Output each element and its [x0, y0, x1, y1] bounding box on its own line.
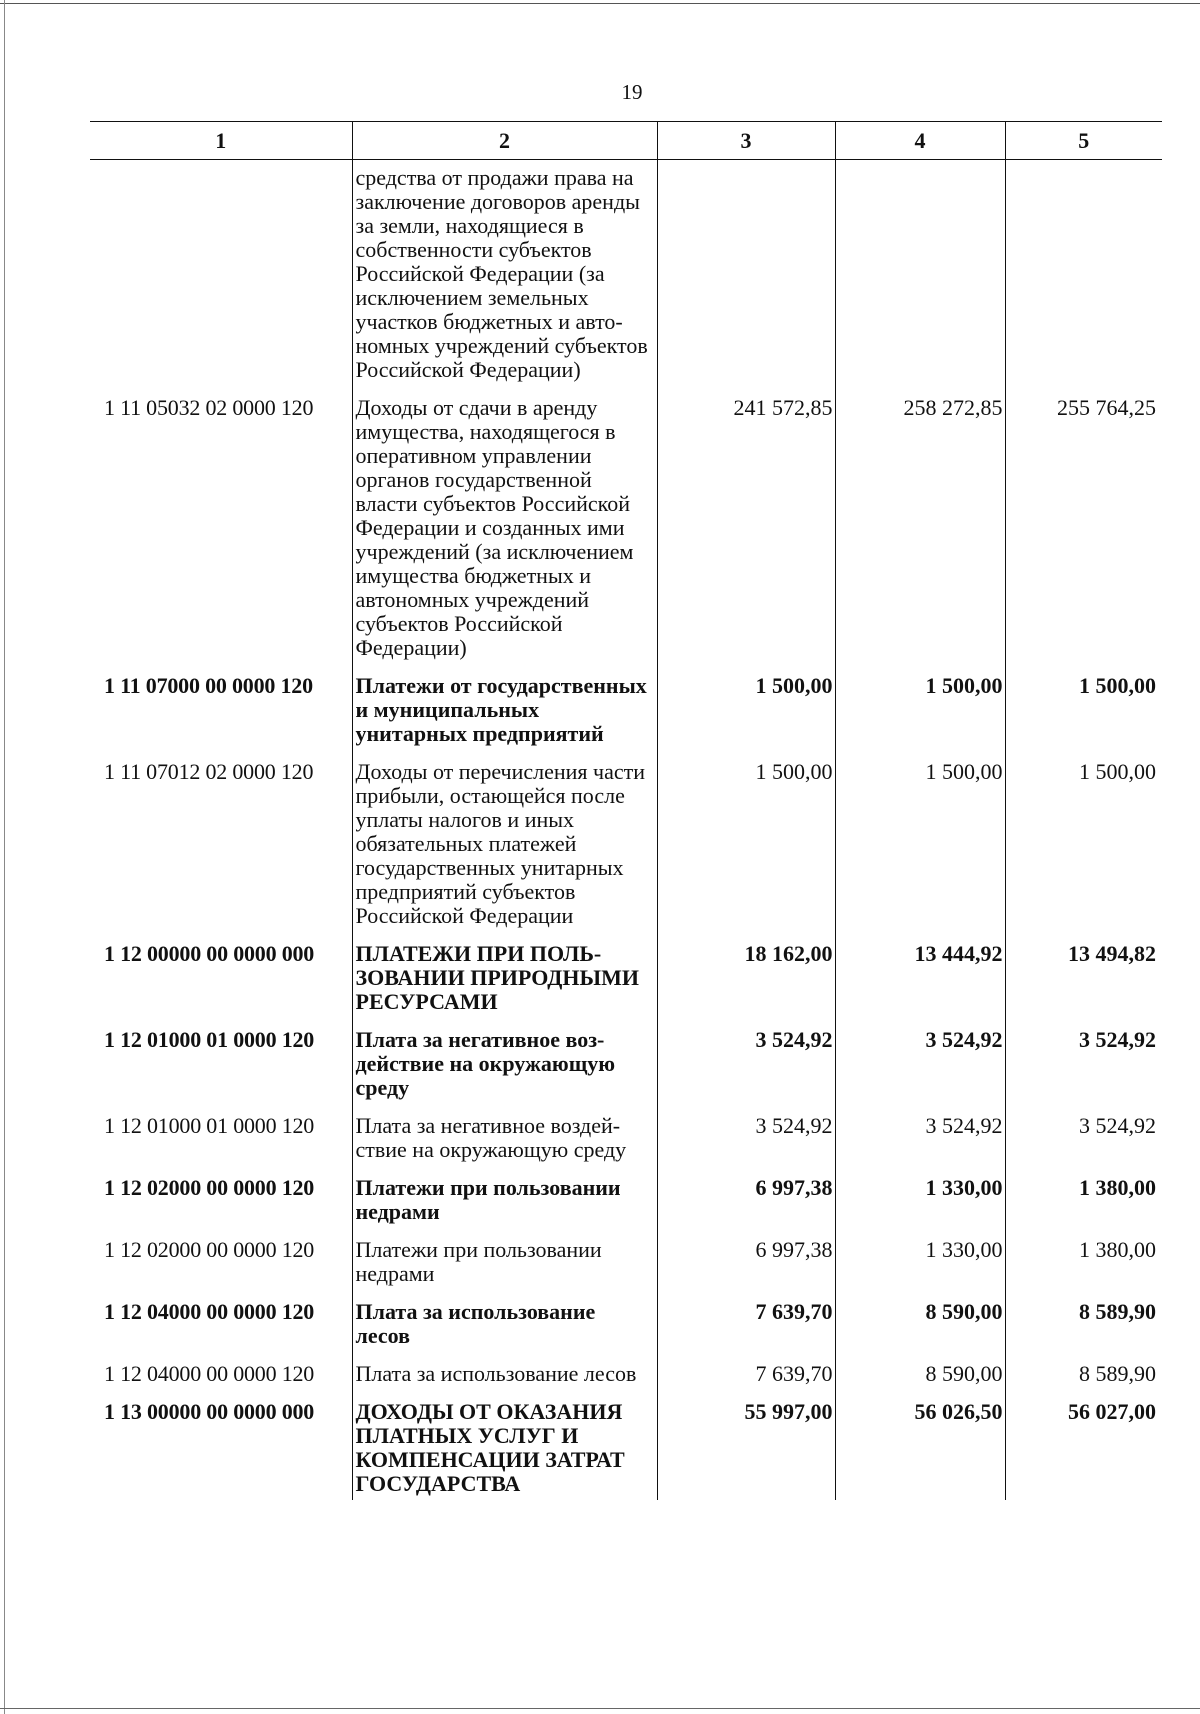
value-cell-col-5: 255 764,25: [1005, 386, 1162, 664]
table-row: [90, 1166, 1162, 1228]
value-cell-col-3: 7 639,70: [657, 1352, 835, 1390]
code-cell: 1 12 00000 00 0000 000: [104, 941, 315, 966]
value-cell-col-3: 6 997,38: [657, 1228, 835, 1290]
name-cell: Доходы от сдачи в аренду имущества, находящегося в оперативном управлении органов государственной власти субъектов Российской Федерации и созданных ими учреждений (за исключением имущества бюджетных и автономных учреждений субъектов Российской Федерации): [352, 386, 657, 664]
code-cell: 1 12 01000 01 0000 120: [104, 1113, 315, 1138]
name-cell: Платежи при пользовании недрами: [352, 1228, 657, 1290]
value-cell-col-4: 3 524,92: [835, 1018, 1005, 1104]
table-row: [90, 1352, 1162, 1390]
value-cell-col-4: 1 330,00: [835, 1166, 1005, 1228]
header-col-5: 5: [1005, 122, 1162, 160]
table-row: [90, 1104, 1162, 1166]
name-cell: ПЛАТЕЖИ ПРИ ПОЛЬЗОВАНИИ ПРИРОДНЫМИ РЕСУРСАМИ: [352, 932, 657, 1018]
value-cell-col-3: 55 997,00: [657, 1390, 835, 1500]
value-cell-col-3: 18 162,00: [657, 932, 835, 1018]
value-cell-col-3: 241 572,85: [657, 386, 835, 664]
value-cell-col-4: 258 272,85: [835, 386, 1005, 664]
value-cell-col-4: 3 524,92: [835, 1104, 1005, 1166]
value-cell-col-3: 3 524,92: [657, 1104, 835, 1166]
code-cell: 1 12 01000 01 0000 120: [104, 1027, 315, 1052]
value-cell-col-4: 13 444,92: [835, 932, 1005, 1018]
value-cell-col-5: 56 027,00: [1005, 1390, 1162, 1500]
name-cell: Платежи при пользовании недрами: [352, 1166, 657, 1228]
table-row: [90, 932, 1162, 1018]
value-cell-col-4: 1 330,00: [835, 1228, 1005, 1290]
value-cell-col-5: 3 524,92: [1005, 1018, 1162, 1104]
value-cell-col-5: 3 524,92: [1005, 1104, 1162, 1166]
name-cell: Плата за использование лесов: [352, 1290, 657, 1352]
header-col-4: 4: [835, 122, 1005, 160]
table-row: [90, 1018, 1162, 1104]
value-cell-col-4: 8 590,00: [835, 1290, 1005, 1352]
value-cell-col-4: 1 500,00: [835, 750, 1005, 932]
scan-left-edge: [4, 0, 5, 1714]
value-cell-col-5: 13 494,82: [1005, 932, 1162, 1018]
value-cell-col-3: [657, 160, 835, 387]
value-cell-col-4: [835, 160, 1005, 387]
table-row: [90, 1228, 1162, 1290]
table-row: [90, 1290, 1162, 1352]
table-row: [90, 1390, 1162, 1500]
name-cell: Плата за негативное воздействие на окружающую среду: [352, 1104, 657, 1166]
table-body: [90, 160, 1162, 1501]
code-cell: 1 12 02000 00 0000 120: [104, 1175, 315, 1200]
header-col-3: 3: [657, 122, 835, 160]
value-cell-col-5: 8 589,90: [1005, 1290, 1162, 1352]
revenue-table: [90, 121, 1162, 1500]
value-cell-col-5: 8 589,90: [1005, 1352, 1162, 1390]
header-col-1: 1: [90, 122, 352, 160]
code-cell: 1 11 07000 00 0000 120: [104, 673, 313, 698]
code-cell: 1 11 07012 02 0000 120: [104, 759, 314, 784]
value-cell-col-4: 8 590,00: [835, 1352, 1005, 1390]
code-cell: 1 11 05032 02 0000 120: [104, 395, 314, 420]
code-cell: 1 12 02000 00 0000 120: [104, 1237, 315, 1262]
name-cell: Доходы от перечисления части прибыли, остающейся после уплаты налогов и иных обязательных платежей государственных унитарных предприятий субъектов Российской Федерации: [352, 750, 657, 932]
scan-bottom-edge: [0, 1708, 1200, 1709]
table-row: [90, 160, 1162, 387]
page-number: 19: [621, 80, 643, 104]
name-cell: Платежи от государственных и муниципальных унитарных предприятий: [352, 664, 657, 750]
name-cell: средства от продажи права на заключение договоров аренды за земли, находящиеся в собственности субъектов Российской Федерации (за исключением земельных участков бюджетных и автономных учреждений субъектов Российской Федерации): [352, 160, 657, 387]
value-cell-col-4: 1 500,00: [835, 664, 1005, 750]
table-header: [90, 122, 1162, 160]
name-cell: Плата за использование лесов: [352, 1352, 657, 1390]
code-cell: 1 13 00000 00 0000 000: [104, 1399, 315, 1424]
value-cell-col-5: 1 380,00: [1005, 1228, 1162, 1290]
value-cell-col-4: 56 026,50: [835, 1390, 1005, 1500]
code-cell: 1 12 04000 00 0000 120: [104, 1299, 315, 1324]
header-row: [90, 122, 1162, 160]
table-row: [90, 386, 1162, 664]
value-cell-col-3: 1 500,00: [657, 664, 835, 750]
value-cell-col-5: [1005, 160, 1162, 387]
name-cell: ДОХОДЫ ОТ ОКАЗАНИЯ ПЛАТНЫХ УСЛУГ И КОМПЕНСАЦИИ ЗАТРАТ ГОСУДАРСТВА: [352, 1390, 657, 1500]
code-cell: 1 12 04000 00 0000 120: [104, 1361, 315, 1386]
value-cell-col-5: 1 380,00: [1005, 1166, 1162, 1228]
value-cell-col-3: 1 500,00: [657, 750, 835, 932]
table-row: [90, 750, 1162, 932]
value-cell-col-5: 1 500,00: [1005, 750, 1162, 932]
value-cell-col-5: 1 500,00: [1005, 664, 1162, 750]
table-row: [90, 664, 1162, 750]
value-cell-col-3: 6 997,38: [657, 1166, 835, 1228]
header-col-2: 2: [352, 122, 657, 160]
scan-top-edge: [0, 3, 1200, 4]
code-cell: [90, 160, 352, 387]
value-cell-col-3: 3 524,92: [657, 1018, 835, 1104]
value-cell-col-3: 7 639,70: [657, 1290, 835, 1352]
name-cell: Плата за негативное воздействие на окружающую среду: [352, 1018, 657, 1104]
